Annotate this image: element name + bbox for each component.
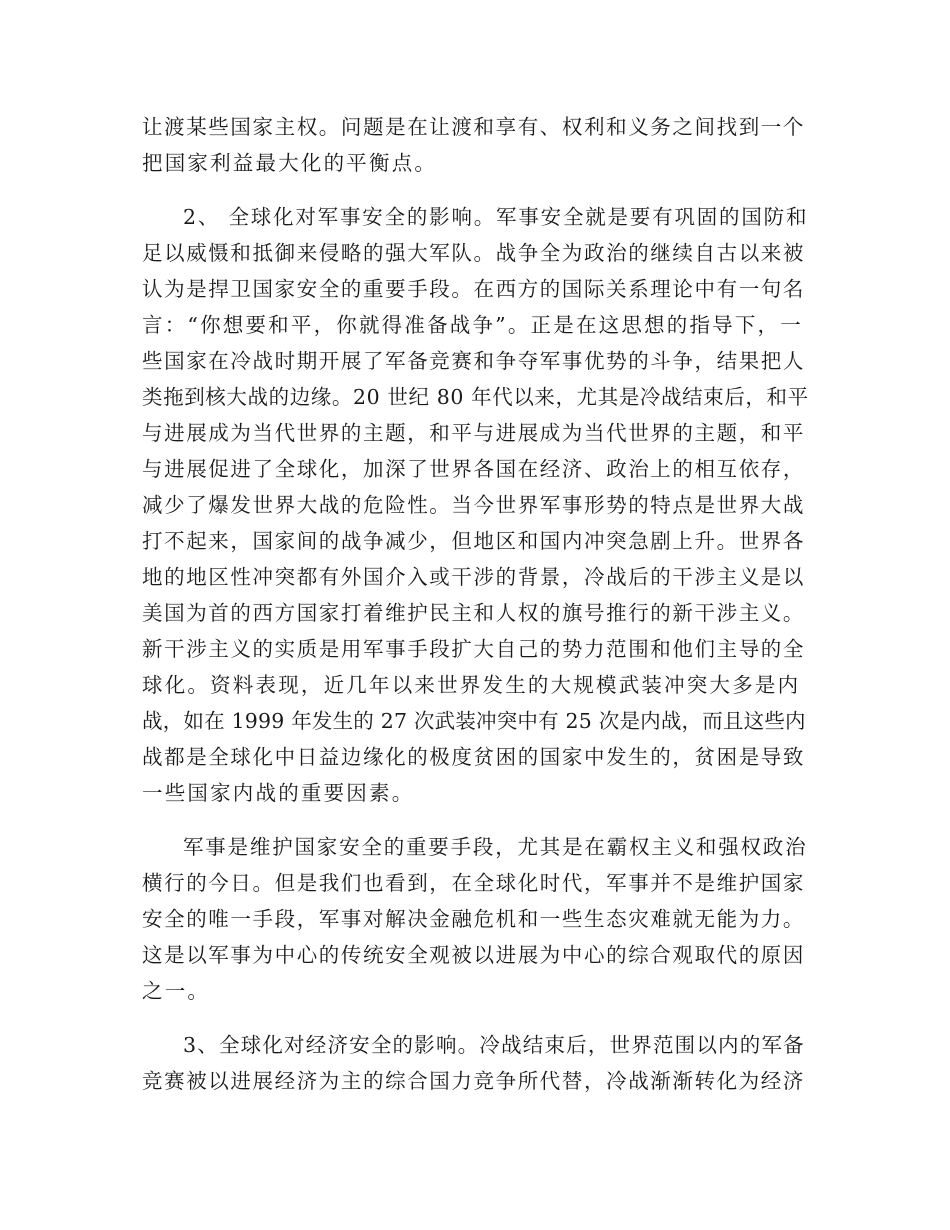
text-line: 战都是全球化中日益边缘化的极度贫困的国家中发生的，贫困是导致: [142, 745, 805, 769]
text-line: 球化。资料表现，近几年以来世界发生的大规模武装冲突大多是内: [142, 673, 801, 697]
text-line: 认为是捍卫国家安全的重要手段。在西方的国际关系理论中有一句名: [142, 277, 805, 301]
text-line: 横行的今日。但是我们也看到，在全球化时代，军事并不是维护国家: [142, 871, 805, 895]
text-line: 与进展促进了全球化，加深了世界各国在经济、政治上的相互依存，: [142, 457, 805, 481]
text-line: 新干涉主义的实质是用军事手段扩大自己的势力范围和他们主导的全: [142, 637, 805, 661]
text-line: 军事是维护国家安全的重要手段，尤其是在霸权主义和强权政治: [183, 835, 808, 859]
text-line: 之一。: [142, 979, 211, 1003]
text-line: 安全的唯一手段，军事对解决金融危机和一些生态灾难就无能为力。: [142, 907, 805, 931]
text-line: 足以威慑和抵御来侵略的强大军队。战争全为政治的继续自古以来被: [142, 241, 805, 265]
text-line: 地的地区性冲突都有外国介入或干涉的背景，冷战后的干涉主义是以: [142, 565, 805, 589]
text-line: 竞赛被以进展经济为主的综合国力竞争所代替，冷战渐渐转化为经济: [142, 1069, 805, 1093]
text-line: 一些国家内战的重要因素。: [142, 781, 415, 805]
text-line: 减少了爆发世界大战的危险性。当今世界军事形势的特点是世界大战: [142, 493, 805, 517]
text-line: 战，如在 1999 年发生的 27 次武装冲突中有 25 次是内战，而且这些内: [142, 709, 806, 733]
text-line: 言：“你想要和平，你就得准备战争”。正是在这思想的指导下，一: [142, 313, 803, 337]
text-line: 让渡某些国家主权。问题是在让渡和享有、权利和义务之间找到一个: [142, 115, 805, 139]
text-line: 2、 全球化对军事安全的影响。军事安全就是要有巩固的国防和: [183, 205, 809, 229]
text-line: 些国家在冷战时期开展了军备竞赛和争夺军事优势的斗争，结果把人: [142, 349, 805, 373]
text-line: 这是以军事为中心的传统安全观被以进展为中心的综合观取代的原因: [142, 943, 805, 967]
text-line: 美国为首的西方国家打着维护民主和人权的旗号推行的新干涉主义。: [142, 601, 805, 625]
text-line: 打不起来，国家间的战争减少，但地区和国内冲突急剧上升。世界各: [142, 529, 805, 553]
text-line: 把国家利益最大化的平衡点。: [142, 151, 438, 175]
text-line: 3、全球化对经济安全的影响。冷战结束后，世界范围以内的军备: [183, 1033, 805, 1057]
text-line: 与进展成为当代世界的主题，和平与进展成为当代世界的主题，和平: [142, 421, 805, 445]
text-line: 类拖到核大战的边缘。20 世纪 80 年代以来，尤其是冷战结束后，和平: [142, 385, 809, 409]
